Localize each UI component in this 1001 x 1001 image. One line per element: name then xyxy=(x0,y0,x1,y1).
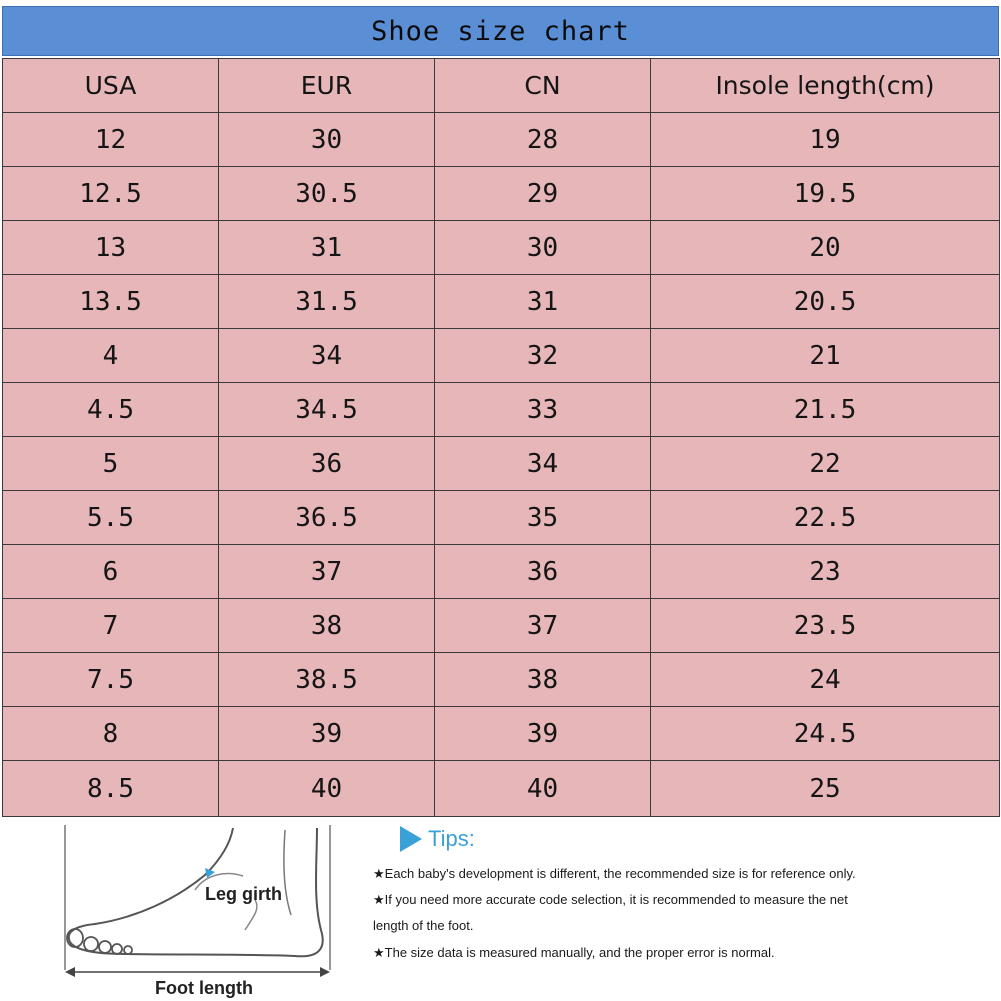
header-eur: EUR xyxy=(219,59,435,113)
cell-eur: 31.5 xyxy=(219,275,435,329)
cell-insole-length: 19.5 xyxy=(651,167,1000,221)
tip-line-2: ★If you need more accurate code selection, it is recommended to measure the net xyxy=(373,892,848,907)
leg-girth-label: Leg girth xyxy=(205,884,282,904)
cell-eur: 36.5 xyxy=(219,491,435,545)
cell-cn: 32 xyxy=(435,329,651,383)
cell-insole-length: 21.5 xyxy=(651,383,1000,437)
table-row xyxy=(3,761,1000,817)
cell-insole-length: 20 xyxy=(651,221,1000,275)
cell-insole-length: 19 xyxy=(651,113,1000,167)
play-arrow-icon xyxy=(400,826,422,852)
cell-cn: 39 xyxy=(435,707,651,761)
cell-usa: 12.5 xyxy=(3,167,219,221)
tips-label: Tips: xyxy=(428,826,475,851)
header-insole-length: Insole length(cm) xyxy=(651,59,1000,113)
cell-usa: 4.5 xyxy=(3,383,219,437)
tip-line-4: ★The size data is measured manually, and the proper error is normal. xyxy=(373,945,775,960)
header-usa: USA xyxy=(3,59,219,113)
cell-cn: 37 xyxy=(435,599,651,653)
cell-insole-length: 23 xyxy=(651,545,1000,599)
cell-insole-length: 21 xyxy=(651,329,1000,383)
table-row xyxy=(3,113,1000,167)
cell-eur: 30 xyxy=(219,113,435,167)
table-row xyxy=(3,221,1000,275)
header-row xyxy=(3,59,1000,113)
cell-eur: 37 xyxy=(219,545,435,599)
cell-eur: 34 xyxy=(219,329,435,383)
cell-cn: 34 xyxy=(435,437,651,491)
tip-line-3: length of the foot. xyxy=(373,918,474,933)
table-row xyxy=(3,599,1000,653)
cell-usa: 5 xyxy=(3,437,219,491)
cell-insole-length: 23.5 xyxy=(651,599,1000,653)
table-row xyxy=(3,329,1000,383)
cell-usa: 5.5 xyxy=(3,491,219,545)
table-row xyxy=(3,491,1000,545)
cell-cn: 30 xyxy=(435,221,651,275)
cell-eur: 38 xyxy=(219,599,435,653)
chart-title: Shoe size chart xyxy=(2,6,999,56)
table-row xyxy=(3,707,1000,761)
cell-cn: 28 xyxy=(435,113,651,167)
cell-usa: 4 xyxy=(3,329,219,383)
table-row xyxy=(3,437,1000,491)
cell-eur: 36 xyxy=(219,437,435,491)
cell-cn: 38 xyxy=(435,653,651,707)
cell-cn: 33 xyxy=(435,383,651,437)
table-row xyxy=(3,383,1000,437)
table-row xyxy=(3,167,1000,221)
cell-eur: 39 xyxy=(219,707,435,761)
cell-usa: 8 xyxy=(3,707,219,761)
header-cn: CN xyxy=(435,59,651,113)
cell-usa: 13.5 xyxy=(3,275,219,329)
foot-length-label: Foot length xyxy=(155,978,253,998)
tips-heading xyxy=(400,826,475,852)
cell-usa: 7.5 xyxy=(3,653,219,707)
table-row xyxy=(3,545,1000,599)
cell-eur: 38.5 xyxy=(219,653,435,707)
cell-insole-length: 25 xyxy=(651,761,1000,817)
cell-usa: 12 xyxy=(3,113,219,167)
foot-diagram-icon xyxy=(55,820,345,990)
cell-usa: 13 xyxy=(3,221,219,275)
cell-cn: 36 xyxy=(435,545,651,599)
foot-measure-section xyxy=(0,820,1001,1001)
cell-insole-length: 22 xyxy=(651,437,1000,491)
cell-cn: 35 xyxy=(435,491,651,545)
cell-insole-length: 24 xyxy=(651,653,1000,707)
table-row xyxy=(3,653,1000,707)
cell-cn: 40 xyxy=(435,761,651,817)
cell-eur: 30.5 xyxy=(219,167,435,221)
table-row xyxy=(3,275,1000,329)
cell-insole-length: 20.5 xyxy=(651,275,1000,329)
cell-usa: 7 xyxy=(3,599,219,653)
cell-cn: 31 xyxy=(435,275,651,329)
cell-usa: 8.5 xyxy=(3,761,219,817)
cell-insole-length: 22.5 xyxy=(651,491,1000,545)
cell-usa: 6 xyxy=(3,545,219,599)
tip-line-1: ★Each baby's development is different, the recommended size is for reference only. xyxy=(373,866,856,881)
cell-eur: 31 xyxy=(219,221,435,275)
cell-eur: 34.5 xyxy=(219,383,435,437)
cell-cn: 29 xyxy=(435,167,651,221)
cell-eur: 40 xyxy=(219,761,435,817)
cell-insole-length: 24.5 xyxy=(651,707,1000,761)
size-table xyxy=(2,58,1000,817)
